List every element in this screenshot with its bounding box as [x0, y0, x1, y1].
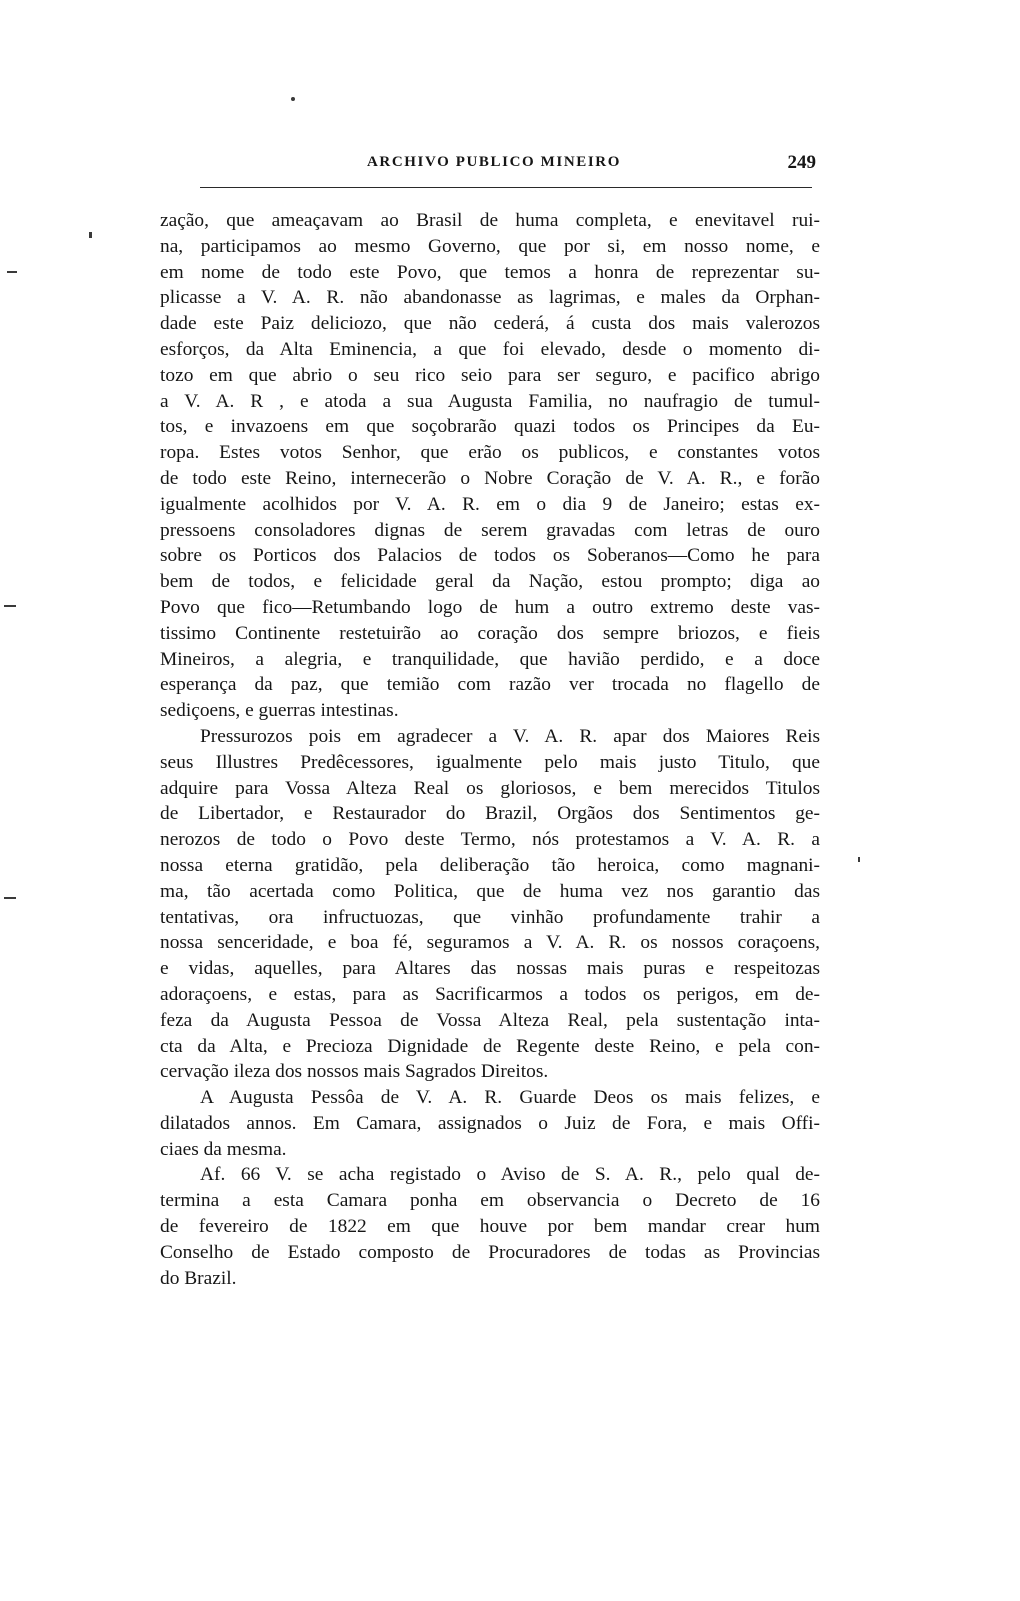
text-line: tissimo Continente restetuirão ao coração dos sempre briozos, e fieis — [160, 622, 820, 644]
text-line: termina a esta Camara ponha em observancia o Decreto de 16 — [160, 1190, 820, 1212]
text-line: esperança da paz, que temião com razão ver trocada no flagello de — [160, 674, 820, 696]
running-title: ARCHIVO PUBLICO MINEIRO — [366, 154, 621, 170]
text-line: cervação ileza dos nossos mais Sagrados Direitos. — [160, 1061, 549, 1083]
text-line: nossa eterna gratidão, pela deliberação tão heroica, como magnani- — [160, 854, 820, 876]
text-line: Pressurozos pois em agradecer a V. A. R. apar dos Maiores Reis — [200, 725, 820, 747]
paragraph — [160, 724, 820, 1085]
text-line: Povo que fico—Retumbando logo de hum a outro extremo deste vas- — [160, 596, 820, 618]
text-line: Conselho de Estado composto de Procuradores de todas as Provincias — [160, 1241, 820, 1263]
text-line: tozo em que abrio o seu rico seio para ser seguro, e pacifico abrigo — [160, 364, 820, 386]
text-line: bem de todos, e felicidade geral da Nação, estou prompto; diga ao — [160, 571, 820, 593]
text-line: nossa senceridade, e boa fé, seguramos a V. A. R. os nossos coraçoens, — [160, 932, 820, 954]
text-line: tentativas, ora infructuozas, que vinhão profundamente trahir a — [160, 906, 820, 928]
stray-mark-top — [291, 97, 295, 101]
text-line: do Brazil. — [160, 1267, 237, 1289]
text-line: zação, que ameaçavam ao Brasil de huma completa, e enevitavel rui- — [160, 210, 820, 231]
text-line: na, participamos ao mesmo Governo, que por si, em nosso nome, e — [160, 235, 820, 257]
text-line: plicasse a V. A. R. não abandonasse as lagrimas, e males da Orphan- — [160, 287, 820, 309]
text-line: nerozos de todo o Povo deste Termo, nós protestamos a V. A. R. a — [160, 829, 820, 851]
text-line: de Libertador, e Restaurador do Brazil, Orgãos dos Sentimentos ge- — [160, 803, 820, 825]
text-line: ciaes da mesma. — [160, 1138, 287, 1160]
stray-mark-right — [858, 857, 860, 862]
text-line: ropa. Estes votos Senhor, que erão os publicos, e constantes votos — [160, 442, 820, 464]
page-number: 249 — [787, 152, 816, 173]
text-line: Af. 66 V. se acha registado o Aviso de S. A. R., pelo qual de- — [200, 1164, 820, 1186]
text-line: sobre os Porticos dos Palacios de todos os Soberanos—Como he para — [160, 545, 820, 567]
text-line: feza da Augusta Pessoa de Vossa Alteza Real, pela sustentação inta- — [160, 1009, 820, 1031]
page-header — [160, 146, 828, 180]
text-line: de fevereiro de 1822 em que houve por bem mandar crear hum — [160, 1216, 820, 1238]
paragraph — [160, 208, 820, 724]
text-line: tos, e invazoens em que soçobrarão quazi todos os Principes da Eu- — [160, 416, 820, 438]
text-line: esforços, da Alta Eminencia, a que foi elevado, desde o momento di- — [160, 338, 820, 360]
text-line: igualmente acolhidos por V. A. R. em o dia 9 de Janeiro; estas ex- — [160, 493, 820, 515]
text-line: dade este Paiz deliciozo, que não cederá, á custa dos mais valerozos — [160, 313, 820, 335]
text-line: a V. A. R , e atoda a sua Augusta Familia, no naufragio de tumul- — [160, 390, 820, 412]
text-line: em nome de todo este Povo, que temos a honra de reprezentar su- — [160, 261, 820, 283]
text-line: ma, tão acertada como Politica, que de huma vez nos garantio das — [160, 880, 820, 902]
paragraph — [160, 1085, 820, 1162]
stray-mark-left — [89, 232, 92, 238]
margin-dash-1 — [7, 271, 17, 273]
text-line: e vidas, aquelles, para Altares das nossas mais puras e respeitozas — [160, 958, 820, 980]
text-line: seus Illustres Predêcessores, igualmente pelo mais justo Titulo, que — [160, 751, 820, 773]
text-line: A Augusta Pessôa de V. A. R. Guarde Deos os mais felizes, e — [200, 1087, 820, 1109]
text-line: sediçoens, e guerras intestinas. — [160, 700, 399, 722]
text-line: dilatados annos. Em Camara, assignados o Juiz de Fora, e mais Offi- — [160, 1112, 820, 1134]
text-line: cta da Alta, e Precioza Dignidade de Regente deste Reino, e pela con- — [160, 1035, 820, 1057]
margin-dash-3 — [4, 897, 16, 899]
text-line: Mineiros, a alegria, e tranquilidade, que havião perdido, e a doce — [160, 648, 820, 670]
body-text — [160, 208, 820, 1291]
header-rule — [200, 187, 812, 188]
text-line: pressoens consoladores dignas de serem gravadas com letras de ouro — [160, 519, 820, 541]
text-line: adquire para Vossa Alteza Real os gloriosos, e bem merecidos Titulos — [160, 777, 820, 799]
text-line: adoraçoens, e estas, para as Sacrificarmos a todos os perigos, em de- — [160, 983, 820, 1005]
margin-dash-2 — [4, 605, 16, 607]
text-line: de todo este Reino, internecerão o Nobre Coração de V. A. R., e forão — [160, 467, 820, 489]
paragraph — [160, 1162, 820, 1291]
